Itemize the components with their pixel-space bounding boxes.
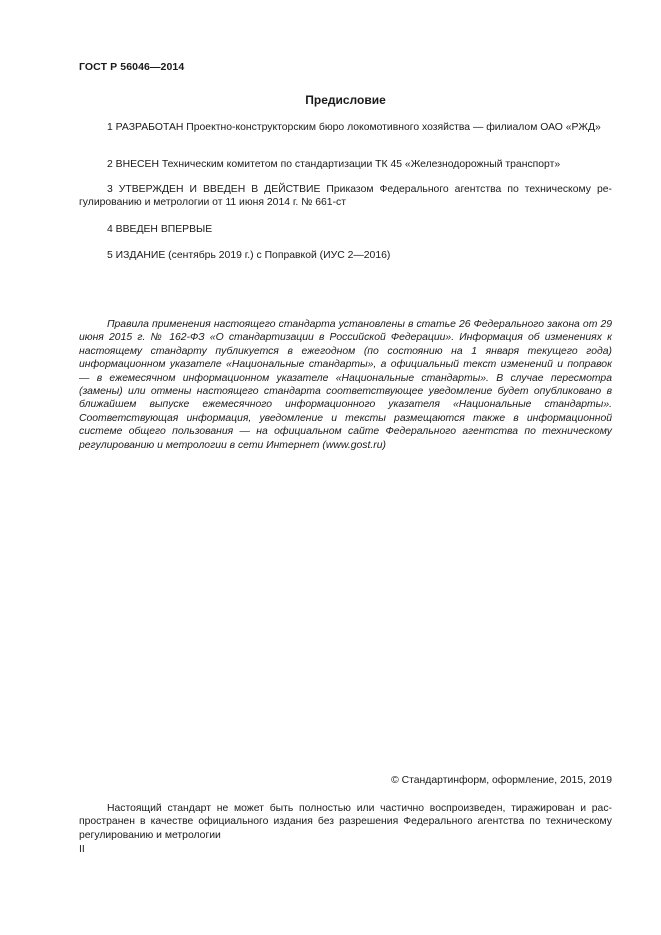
foreword-item-3: 3 УТВЕРЖДЕН И ВВЕДЕН В ДЕЙСТВИЕ Приказом Федерального агентства по техническому регулированию и метрологии от 11 июня 2014 г. № 661-ст — [79, 184, 612, 209]
copyright-line: © Стандартинформ, оформление, 2015, 2019 — [391, 775, 612, 786]
document-code: ГОСТ Р 56046—2014 — [79, 61, 185, 73]
foreword-item-1: 1 РАЗРАБОТАН Проектно-конструкторским бюро локомотивного хозяйства — филиалом ОАО «РЖД» — [107, 122, 601, 133]
reproduction-notice: Настоящий стандарт не может быть полностью или частично воспроизведен, тиражирован и распространен в качестве официального издания без разрешения Федерального агентства по техническому регулированию и метрологии — [79, 803, 612, 841]
page-number: II — [79, 844, 85, 855]
foreword-item-5: 5 ИЗДАНИЕ (сентябрь 2019 г.) с Поправкой (ИУС 2—2016) — [107, 250, 391, 261]
rules-notice: Правила применения настоящего стандарта установлены в статье 26 Федерального закона от 29 июня 2015 г. № 162-ФЗ «О стандартизации в Российской Федерации». Информация об изменениях к настоящему стандарту публикуется в ежегодном (по состоянию на 1 января текущего года) информационном указателе «Национальные стандарты», а официальный текст изменений и поправок — в ежемесячном информационном указателе «Национальные стандарты». В случае пересмотра (замены) или отмены настоящего стандарта соответствующее уведомление будет опубликовано в ближайшем выпуске ежемесячного информационного указателя «Национальные стандарты». Соответствующая информация, уведомление и тексты размещаются также в информационной системе общего пользования — на официальном сайте Федерального агентства по техническому регулированию и метрологии в сети Интернет (www.gost.ru) — [79, 319, 612, 451]
page-title: Предисловие — [305, 93, 386, 107]
foreword-item-2: 2 ВНЕСЕН Техническим комитетом по стандартизации ТК 45 «Железнодорожный транспорт» — [107, 159, 561, 170]
foreword-item-4: 4 ВВЕДЕН ВПЕРВЫЕ — [107, 224, 213, 235]
